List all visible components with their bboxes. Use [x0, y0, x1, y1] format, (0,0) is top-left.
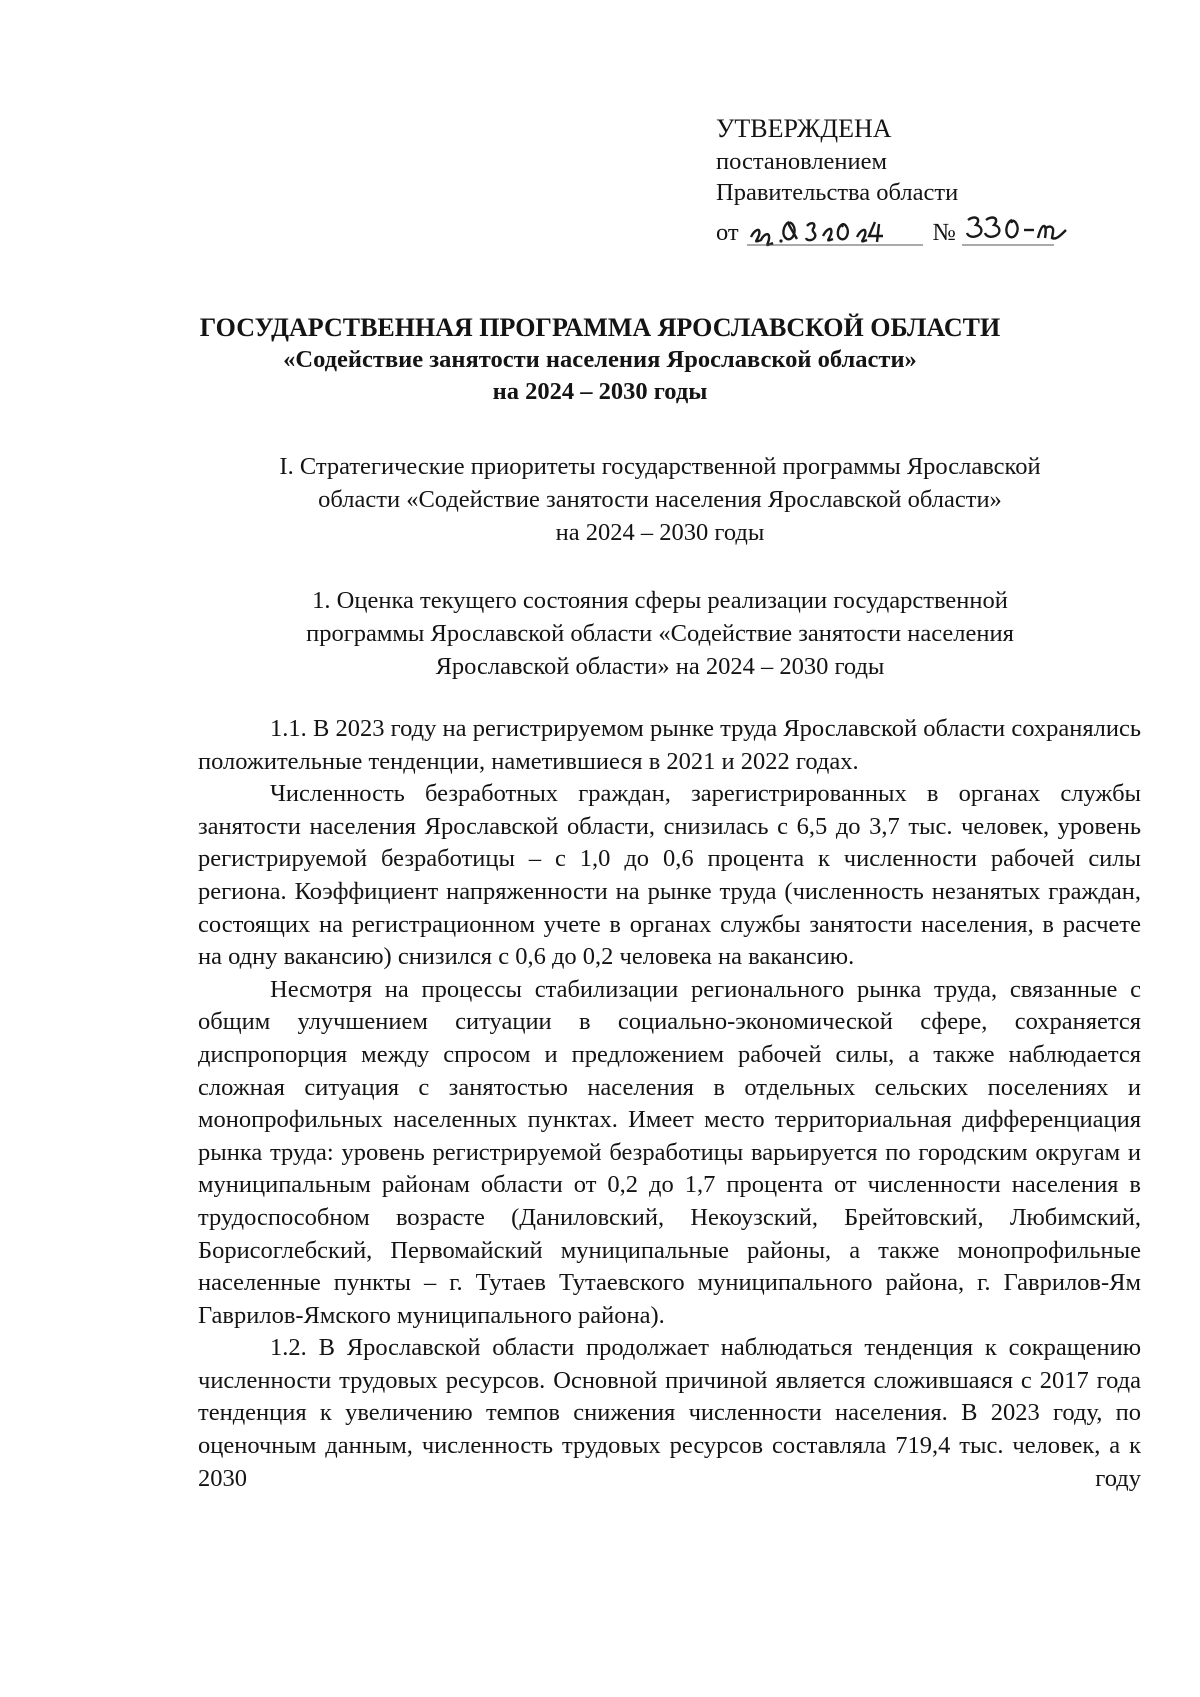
section-heading-2	[200, 584, 1120, 683]
program-title: ГОСУДАРСТВЕННАЯ ПРОГРАММА ЯРОСЛАВСКОЙ ОБЛАСТИ	[199, 313, 1001, 342]
paragraph: 1.2. В Ярославской области продолжает наблюдаться тенденция к сокращению численности трудовых ресурсов. Основной причиной является сложившаяся с 2017 года тенденция к увеличению темпов снижения численности населения. В 2023 году, по оценочным данным, численность трудовых ресурсов составляла 719,4 тыс. человек, а к 2030 году	[198, 1334, 1141, 1492]
paragraph: Численность безработных граждан, зарегистрированных в органах службы занятости населения Ярославской области, снизилась с 6,5 до 3,7 тыс. человек, уровень регистрируемой безработицы – с 1,0 до 0,6 процента к численности рабочей силы региона. Коэффициент напряженности на рынке труда (численность незанятых граждан, состоящих на регистрационном учете в органах службы занятости населения, в расчете на одну вакансию) снизился с 0,6 до 0,2 человека на вакансию.	[198, 780, 1141, 971]
handwritten-number	[962, 212, 1072, 248]
section-heading-1	[200, 450, 1120, 549]
date-number-line	[716, 208, 1072, 248]
number-sign: №	[932, 219, 957, 246]
handwritten-date	[747, 212, 927, 248]
document-title	[0, 312, 1200, 408]
section-heading-1-line-3: на 2024 – 2030 годы	[555, 519, 765, 546]
paragraph: Несмотря на процессы стабилизации регионального рынка труда, связанные с общим улучшением ситуации в социально-экономической сфере, сохраняется диспропорция между спросом и предложением рабочей силы, а также наблюдается сложная ситуация с занятостью населения в отдельных сельских поселениях и монопрофильных населенных пунктах. Имеет место территориальная дифференциация рынка труда: уровень регистрируемой безработицы варьируется по городским округам и муниципальным районам области от 0,2 до 1,7 процента от численности населения в трудоспособном возрасте (Даниловский, Некоузский, Брейтовский, Любимский, Борисоглебский, Первомайский муниципальные районы, а также монопрофильные населенные пункты – г. Тутаев Тутаевского муниципального района, г. Гаврилов-Ям Гаврилов-Ямского муниципального района).	[198, 975, 1141, 1329]
section-heading-1-line-2: области «Содействие занятости населения Ярославской области»	[318, 486, 1002, 513]
section-heading-2-line-2: программы Ярославской области «Содействие занятости населения	[306, 620, 1014, 647]
section-heading-1-line-1: I. Стратегические приоритеты государственной программы Ярославской	[279, 453, 1041, 480]
program-name: «Содействие занятости населения Ярославской области»	[283, 346, 917, 373]
approval-line-2: Правительства области	[716, 179, 959, 206]
section-heading-2-line-3: Ярославской области» на 2024 – 2030 годы	[435, 653, 885, 680]
date-prefix: от	[716, 219, 739, 246]
program-period: на 2024 – 2030 годы	[492, 378, 708, 405]
section-heading-2-line-1: 1. Оценка текущего состояния сферы реализации государственной	[312, 587, 1008, 614]
body-text	[198, 713, 1141, 1495]
approval-line-1: постановлением	[716, 148, 888, 175]
paragraph: 1.1. В 2023 году на регистрируемом рынке труда Ярославской области сохранялись положительные тенденции, наметившиеся в 2021 и 2022 годах.	[198, 715, 1141, 775]
approval-stamp	[716, 112, 1072, 248]
approved-label: УТВЕРЖДЕНА	[716, 114, 892, 143]
